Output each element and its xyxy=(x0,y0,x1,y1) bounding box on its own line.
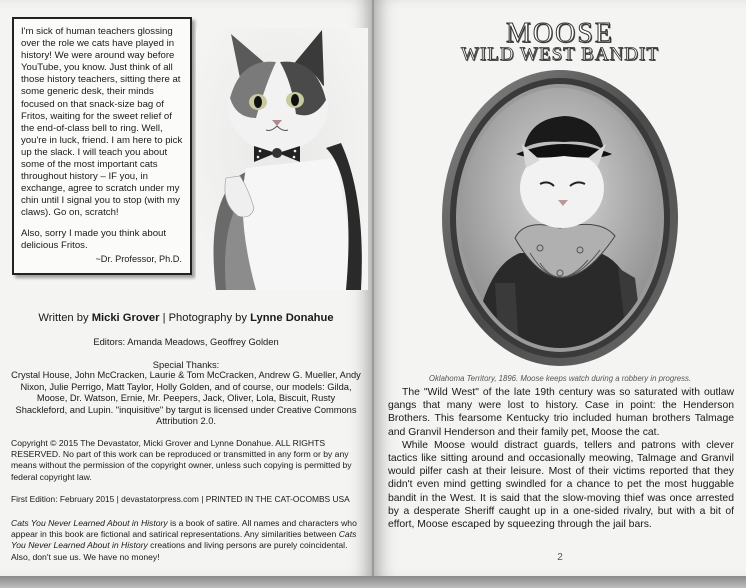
quote-box xyxy=(12,17,192,275)
photographer-name: Lynne Donahue xyxy=(250,312,334,324)
credits-line xyxy=(10,312,362,324)
quote-paragraph-1: I'm sick of human teachers glossing over the role we cats have played in history! We were around way before YouTube, you know. Just think of all those history teachers, sitting there at some generic desk, their minds focused on that snack-size bag of Fritos, waiting for the sweet relief of the end-of-class bell to ring. Well, you're in luck, friend. I am here to pick up the slack. I will teach you about some of the most important cats throughout history – IF you, in exchange, agree to scratch under my chin until I signal you to stop (with my claws). Go on, scratch! xyxy=(21,26,183,219)
satire-disclaimer xyxy=(11,518,363,563)
satire-book-title-1: Cats You Never Learned About in History xyxy=(11,518,168,528)
written-by-label: Written by xyxy=(38,312,89,324)
professor-cat-photo xyxy=(196,28,368,290)
special-thanks-text: Crystal House, John McCracken, Laurie & Tom McCracken, Andrew G. Mueller, Andy Nixon, Julie Perrigo, Matt Taylor, Holly Golden, and of course, our models: Gilda, Moose, Dr. Watson, Ernie, Mr. Peepers, Jack, Oliver, Lola, Biscuit, Rusty Shackleford, and Lupin. "inquisitive" by targut is licensed under Creative Commons Attribution 2.0. xyxy=(11,370,361,426)
satire-text-2: creations and living persons are purely coincidental. Also, don't sue us. We have no money! xyxy=(11,540,348,562)
editors-line: Editors: Amanda Meadows, Geoffrey Golden xyxy=(93,336,279,347)
author-name: Micki Grover xyxy=(91,312,160,324)
special-thanks-title: Special Thanks: xyxy=(152,359,220,370)
photo-caption: Oklahoma Territory, 1896. Moose keeps watch during a robbery in progress. xyxy=(428,374,692,383)
photography-label: Photography by xyxy=(168,312,247,324)
satire-book-title-2: Cats You Never Learned About in History xyxy=(11,529,357,551)
edition-line: First Edition: February 2015 | devastatorpress.com | PRINTED IN THE CAT-OCOMBS USA xyxy=(11,494,350,504)
quote-paragraph-2: Also, sorry I made you think about delicious Fritos. xyxy=(21,227,167,251)
page-subtitle: WILD WEST BANDIT xyxy=(461,44,659,65)
article-paragraph-2: While Moose would distract guards, tellers and patrons with clever tactics like sitting around and occasionally meowing, Talmage and Granvil would pilfer cash at their leisure. Most of their victims reported that they didn't even mind getting swindled for a chance to pet the most huggable bandit in the West. It is said that the slow-moving thief was once arrested by a desperate Sheriff caught up in a one-sided rivalry, but with a bit of effort, Moose escaped by squeezing through the jail bars. xyxy=(388,439,734,531)
article-body xyxy=(388,386,734,531)
copyright-notice: Copyright © 2015 The Devastator, Micki Grover and Lynne Donahue. ALL RIGHTS RESERVED. No part of this work can be reproduced or transmitted in any form or by any means without the permission of the copyright owner, unless such copying is permitted by federal copyright law. xyxy=(11,438,352,482)
page-title: MOOSE xyxy=(505,18,614,49)
bandit-cat-portrait xyxy=(440,68,680,368)
right-page xyxy=(374,0,746,578)
quote-signature: ~Dr. Professor, Ph.D. xyxy=(95,253,182,264)
book-bottom-edge xyxy=(0,576,746,588)
credits-separator: | xyxy=(162,312,166,324)
article-paragraph-1: The "Wild West" of the late 19th century was so saturated with outlaw gangs that many were lost to history. Case in point: the Henderson Brothers. This fearsome Kentucky trio included human brothers Talmage and Granvil Henderson and their family pet, Moose the cat. xyxy=(388,387,734,438)
left-page xyxy=(0,0,372,578)
satire-text-1: is a book of satire. All names and characters who appear in this book are fictional and satirical representations. Any similarities between xyxy=(11,518,357,540)
page-number: 2 xyxy=(557,552,563,563)
